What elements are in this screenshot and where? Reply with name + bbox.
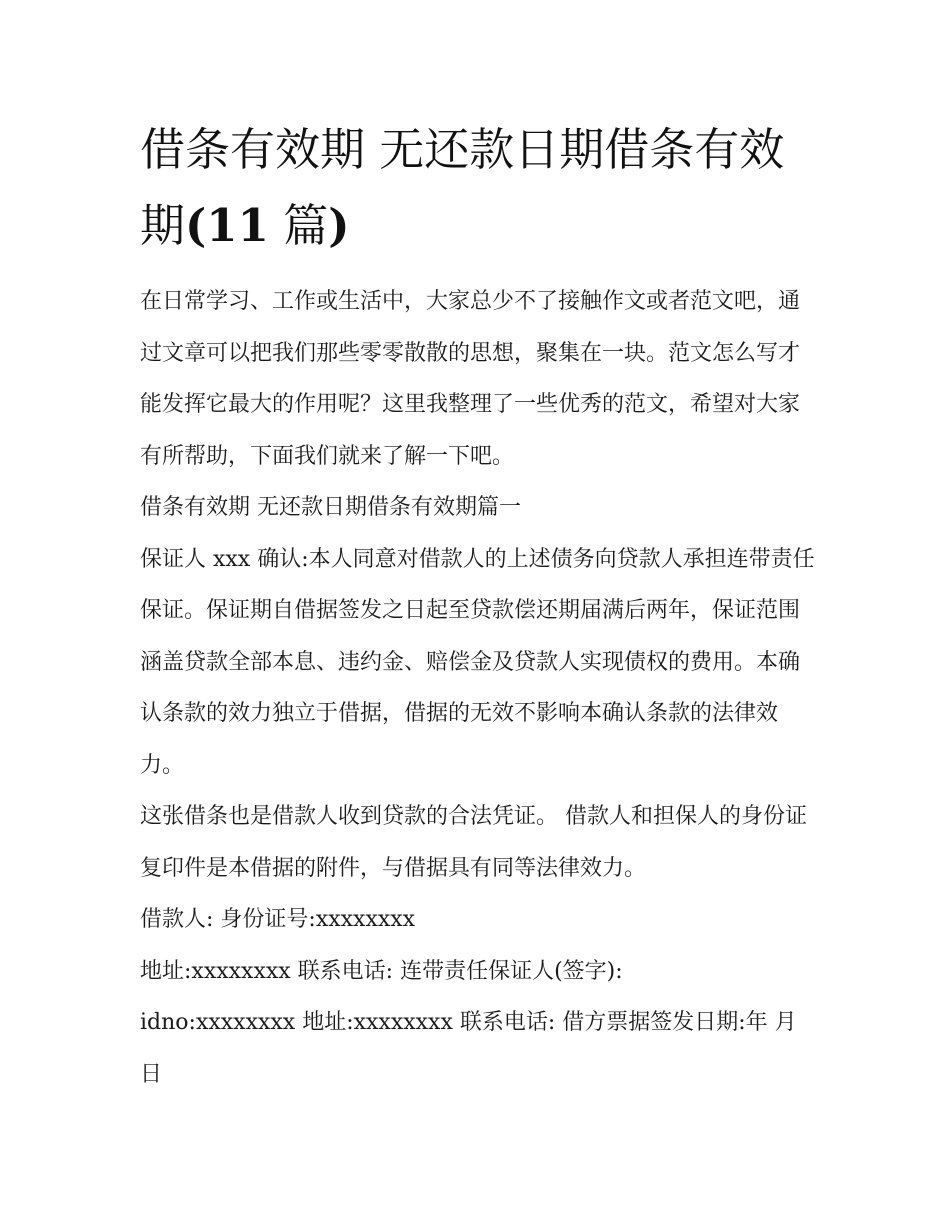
address-line: 地址:xxxxxxxx 联系电话: 连带责任保证人(签字): (140, 958, 623, 984)
idno-date-line: idno:xxxxxxxx 地址:xxxxxxxx 联系电话: 借方票据签发日期:年 月 日 (140, 1010, 797, 1087)
document-title: 借条有效期 无还款日期借条有效期(11 篇) (140, 123, 785, 252)
guarantee-paragraph: 保证人 xxx 确认:本人同意对借款人的上述债务向贷款人承担连带责任保证。保证期自借据签发之日起至贷款偿还期届满后两年，保证范围涵盖贷款全部本息、违约金、赔偿金及贷款人实现债权的费用。本确认条款的效力独立于借据，借据的无效不影响本确认条款的法律效力。 (140, 546, 815, 778)
receipt-paragraph: 这张借条也是借款人收到贷款的合法凭证。 借款人和担保人的身份证复印件是本借据的附件，与借据具有同等法律效力。 (140, 804, 807, 881)
borrower-line: 借款人: 身份证号:xxxxxxxx (140, 907, 416, 932)
intro-paragraph: 在日常学习、工作或生活中，大家总少不了接触作文或者范文吧，通过文章可以把我们那些零零散散的思想，聚集在一块。范文怎么写才能发挥它最大的作用呢？这里我整理了一些优秀的范文，希望对大家有所帮助，下面我们就来了解一下吧。 (140, 289, 801, 469)
section-heading: 借条有效期 无还款日期借条有效期篇一 (140, 495, 521, 520)
document-body (140, 112, 815, 1100)
